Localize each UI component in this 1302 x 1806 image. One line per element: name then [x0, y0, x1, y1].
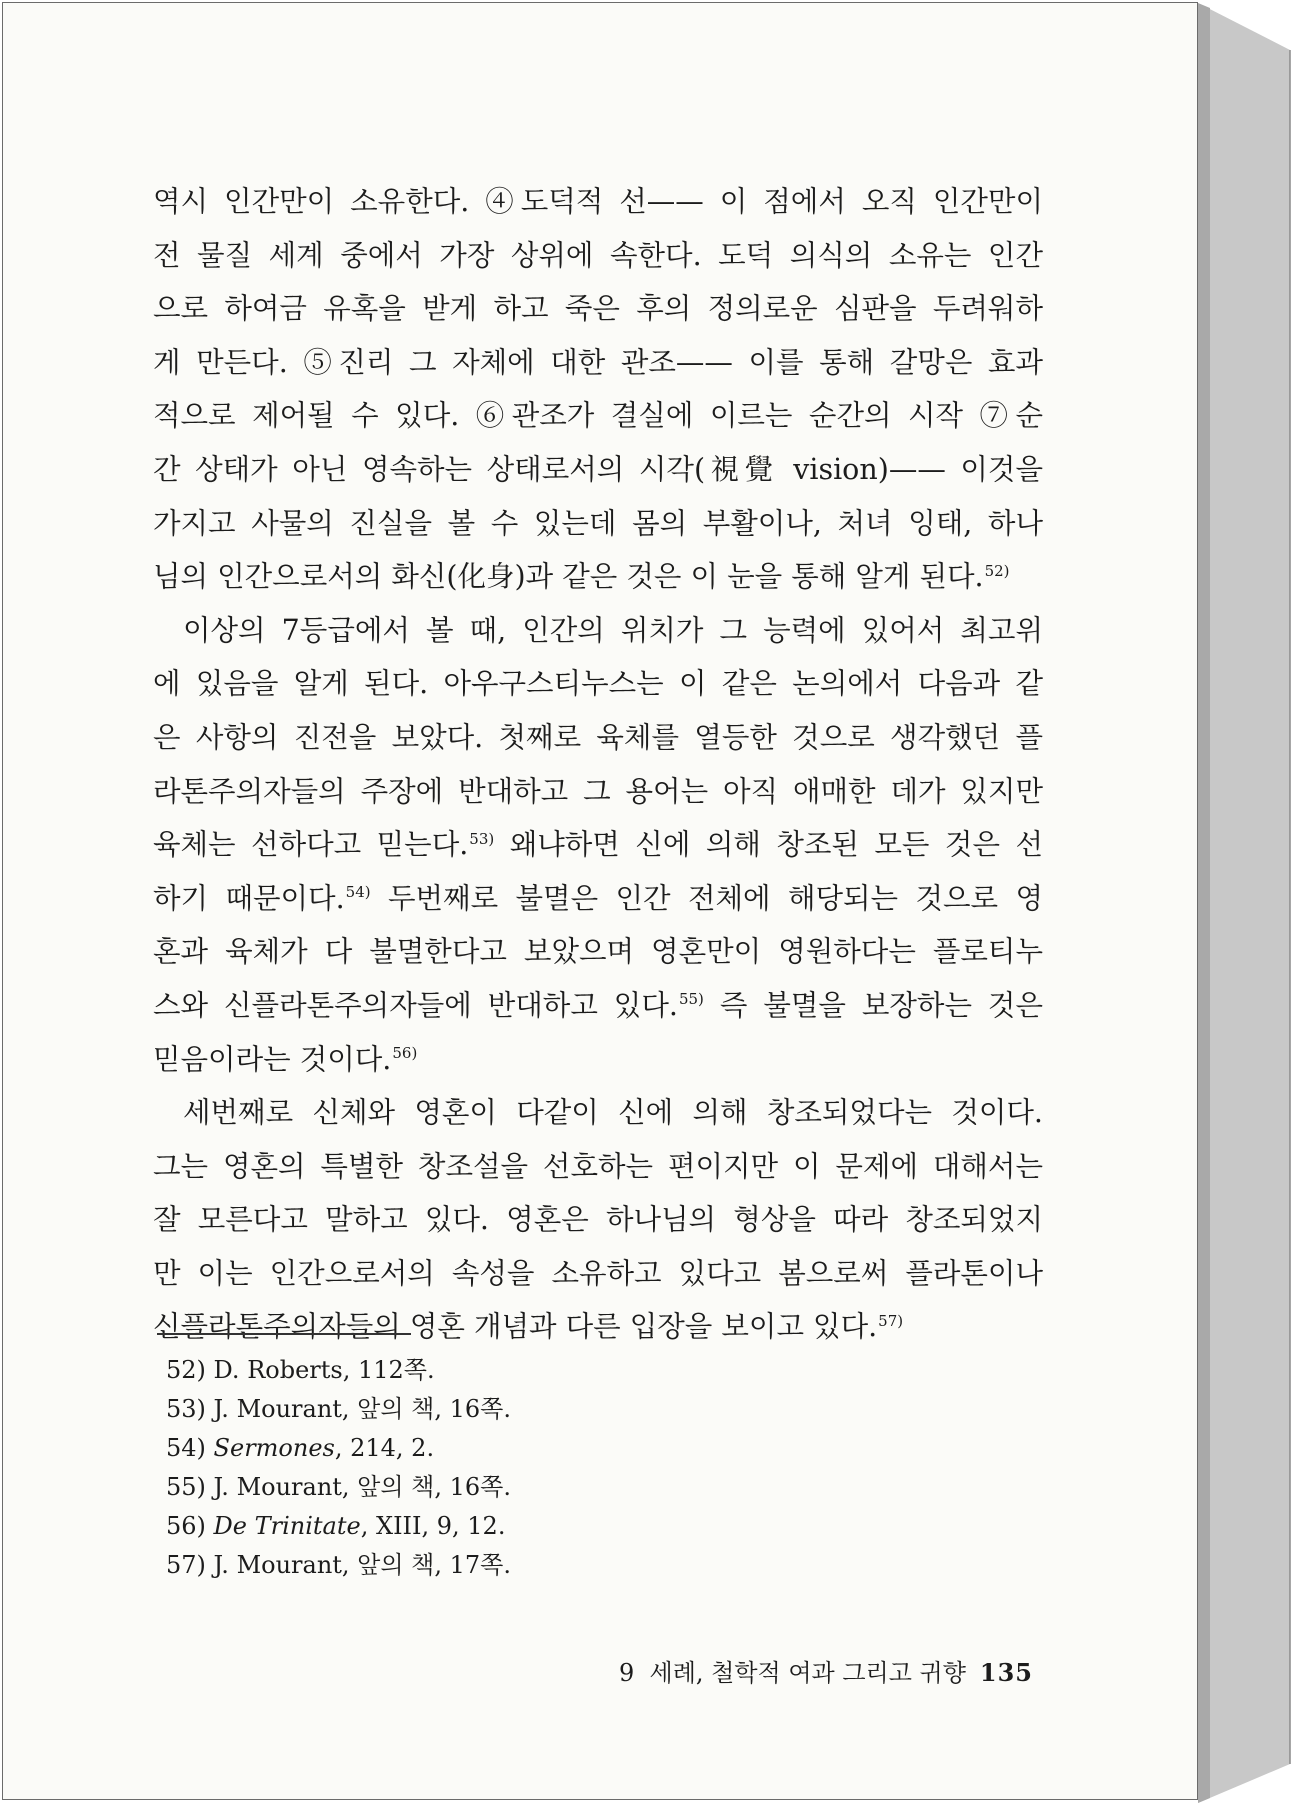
body-text [153, 175, 1043, 1354]
footnote-number: 53) [166, 1395, 206, 1423]
text-line [153, 872, 1043, 926]
text-line: 으로 하여금 유혹을 받게 하고 죽은 후의 정의로운 심판을 두려워하 [153, 292, 1043, 326]
footnotes [166, 1351, 766, 1585]
book-side-shade [1198, 3, 1210, 1803]
footnote-54 [166, 1429, 766, 1468]
footnote-ref-54[interactable]: 54) [345, 883, 371, 902]
footnote-text: J. Mourant, 앞의 책, 16쪽. [213, 1473, 511, 1501]
running-footer [583, 1653, 1033, 1688]
text-line: 적으로 제어될 수 있다. ⑥관조가 결실에 이르는 순간의 시작 ⑦순 [153, 399, 1043, 433]
text-line: 이상의 7등급에서 볼 때, 인간의 위치가 그 능력에 있어서 최고위 [183, 613, 1043, 647]
footnote-56 [166, 1507, 766, 1546]
footnote-number: 52) [166, 1356, 206, 1384]
text-line: 은 사항의 진전을 보았다. 첫째로 육체를 열등한 것으로 생각했던 플 [153, 720, 1043, 754]
page-number: 135 [979, 1658, 1033, 1687]
footnote-text: D. Roberts, 112쪽. [213, 1356, 435, 1384]
text-segment: 신플라톤주의자들의 영혼 개념과 다른 입장을 보이고 있다. [153, 1310, 878, 1344]
footnote-text: J. Mourant, 앞의 책, 16쪽. [213, 1395, 511, 1423]
text-line: 에 있음을 알게 된다. 아우구스티누스는 이 같은 논의에서 다음과 같 [153, 667, 1043, 701]
footnote-number: 57) [166, 1551, 206, 1579]
text-line: 혼과 육체가 다 불멸한다고 보았으며 영혼만이 영원하다는 플로티누 [153, 935, 1043, 969]
text-segment: 즉 불멸을 보장하는 것은 [703, 988, 1043, 1022]
text-segment: 육체는 선하다고 믿는다. [153, 828, 469, 862]
paragraph-2 [153, 604, 1043, 1086]
chapter-title: 9 세례, 철학적 여과 그리고 귀향 [619, 1659, 966, 1687]
text-line [153, 818, 1043, 872]
book-side-face [1198, 3, 1290, 1803]
footnote-number: 54) [166, 1434, 206, 1462]
text-segment: 두번째로 불멸은 인간 전체에 해당되는 것으로 영 [370, 881, 1043, 915]
text-line [153, 1300, 1043, 1354]
paragraph-3 [153, 1086, 1043, 1354]
text-segment: 님의 인간으로서의 화신(化身)과 같은 것은 이 눈을 통해 알게 된다. [153, 560, 984, 594]
text-line: 세번째로 신체와 영혼이 다같이 신에 의해 창조되었다는 것이다. [183, 1096, 1043, 1130]
text-line: 게 만든다. ⑤진리 그 자체에 대한 관조—— 이를 통해 갈망은 효과 [153, 345, 1043, 379]
footnote-number: 55) [166, 1473, 206, 1501]
text-segment: 하기 때문이다. [153, 881, 345, 915]
footnote-text: , 214, 2. [334, 1434, 435, 1462]
footnote-ref-57[interactable]: 57) [878, 1311, 904, 1330]
text-line: 간 상태가 아닌 영속하는 상태로서의 시각(視覺 vision)—— 이것을 [153, 452, 1043, 486]
footnote-number: 56) [166, 1512, 206, 1540]
footnote-title: Sermones [213, 1434, 335, 1462]
text-line [153, 979, 1043, 1033]
text-line [153, 550, 1043, 604]
book-page [2, 2, 1198, 1800]
text-line: 가지고 사물의 진실을 볼 수 있는데 몸의 부활이나, 처녀 잉태, 하나 [153, 506, 1043, 540]
text-segment: 왜냐하면 신에 의해 창조된 모든 것은 선 [494, 828, 1043, 862]
footnote-ref-56[interactable]: 56) [392, 1044, 418, 1062]
paragraph-1 [153, 175, 1043, 604]
footnote-text: , XIII, 9, 12. [360, 1512, 506, 1540]
footnote-divider [157, 1333, 411, 1335]
footnote-52 [166, 1351, 766, 1390]
text-segment: 스와 신플라톤주의자들에 반대하고 있다. [153, 988, 678, 1022]
text-line: 그는 영혼의 특별한 창조설을 선호하는 편이지만 이 문제에 대해서는 [153, 1149, 1043, 1183]
footnote-57 [166, 1546, 766, 1585]
text-line [153, 1033, 1043, 1087]
text-line: 라톤주의자들의 주장에 반대하고 그 용어는 아직 애매한 데가 있지만 [153, 774, 1043, 808]
footnote-55 [166, 1468, 766, 1507]
text-line: 잘 모른다고 말하고 있다. 영혼은 하나님의 형상을 따라 창조되었지 [153, 1203, 1043, 1237]
text-line: 전 물질 세계 중에서 가장 상위에 속한다. 도덕 의식의 소유는 인간 [153, 238, 1043, 272]
footnote-title: De Trinitate [213, 1512, 361, 1540]
text-line: 역시 인간만이 소유한다. ④도덕적 선—— 이 점에서 오직 인간만이 [153, 185, 1043, 218]
footnote-text: J. Mourant, 앞의 책, 17쪽. [213, 1551, 511, 1579]
footnote-ref-52[interactable]: 52) [984, 561, 1010, 580]
footnote-ref-53[interactable]: 53) [469, 829, 495, 848]
footnote-ref-55[interactable]: 55) [678, 990, 704, 1009]
text-segment: 믿음이라는 것이다. [153, 1042, 392, 1076]
text-line: 만 이는 인간으로서의 속성을 소유하고 있다고 봄으로써 플라톤이나 [153, 1256, 1043, 1290]
footnote-53 [166, 1390, 766, 1429]
